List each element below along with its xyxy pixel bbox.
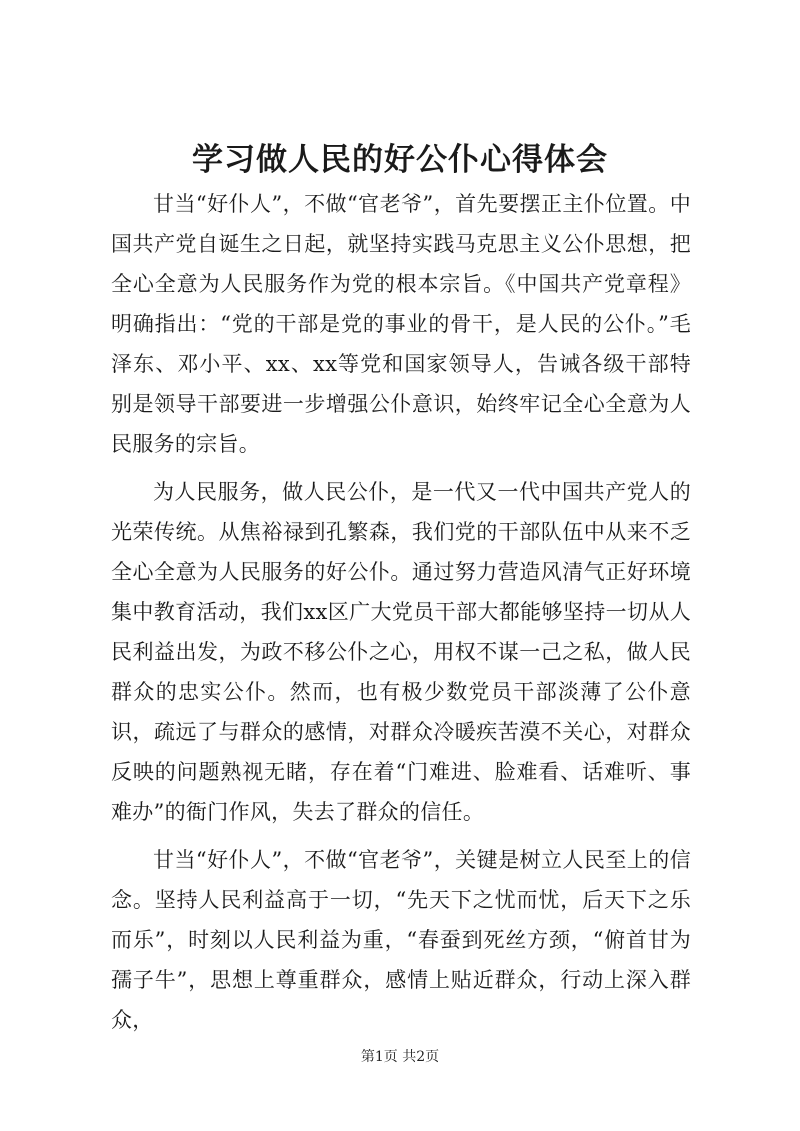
paragraph-2: 为人民服务，做人民公仆，是一代又一代中国共产党人的光荣传统。从焦裕禄到孔繁森，我们党的干部队伍中从来不乏全心全意为人民服务的好公仆。通过努力营造风清气正好环境集中教育活动，我们xx区广大党员干部大都能够坚持一切从人民利益出发，为政不移公仆之心，用权不谋一己之私，做人民群众的忠实公仆。然而，也有极少数党员干部淡薄了公仆意识，疏远了与群众的感情，对群众冷暖疾苦漠不关心，对群众反映的问题熟视无睹，存在着“门难进、脸难看、话难听、事难办”的衙门作风，失去了群众的信任。 [111,480,691,824]
document-title: 学习做人民的好公仆心得体会 [192,142,608,178]
paragraph-1: 甘当“好仆人”，不做“官老爷”，首先要摆正主仆位置。中国共产党自诞生之日起，就坚持实践马克思主义公仆思想，把全心全意为人民服务作为党的根本宗旨。《中国共产党章程》明确指出：“党的干部是党的事业的骨干，是人民的公仆。”毛泽东、邓小平、xx、xx等党和国家领导人，告诫各级干部特别是领导干部要进一步增强公仆意识，始终牢记全心全意为人民服务的宗旨。 [111,192,691,456]
paragraph-3: 甘当“好仆人”，不做“官老爷”，关键是树立人民至上的信念。坚持人民利益高于一切，“先天下之忧而忧，后天下之乐而乐”，时刻以人民利益为重，“春蚕到死丝方颈，“俯首甘为孺子牛”，思想上尊重群众，感情上贴近群众，行动上深入群众， [111,848,691,1032]
page-footer: 第1页 共2页 [360,1049,440,1065]
document-body [111,184,691,1040]
